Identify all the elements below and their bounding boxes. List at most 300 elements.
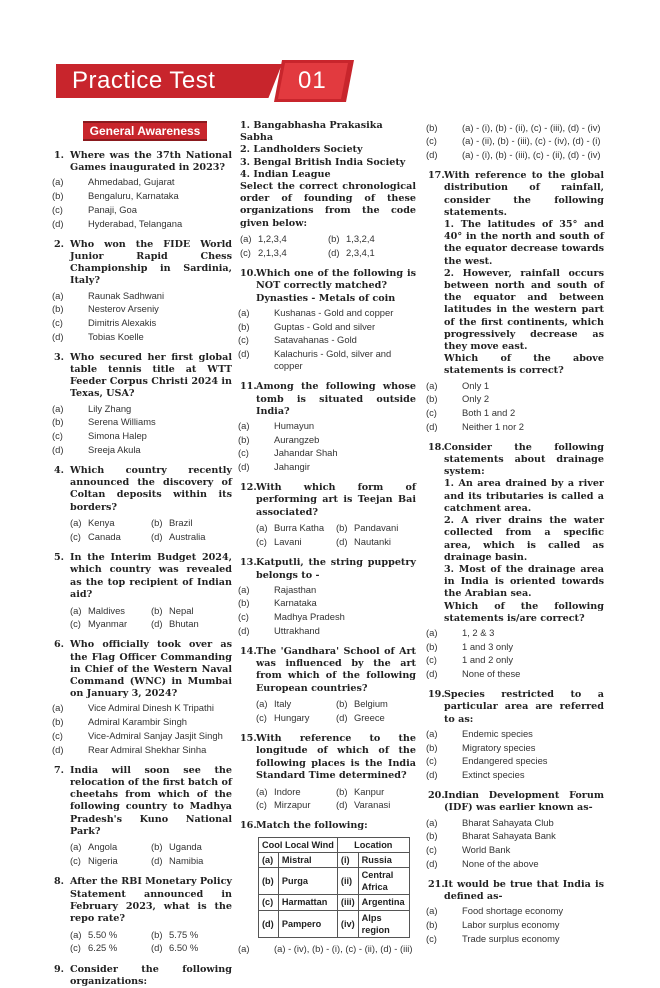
option[interactable] bbox=[151, 855, 232, 867]
option-text: Food shortage economy bbox=[462, 905, 564, 917]
column-3 bbox=[428, 120, 604, 945]
option-text: Tobias Koelle bbox=[88, 330, 144, 342]
option-text: Jahandar Shah bbox=[274, 447, 338, 459]
option[interactable] bbox=[52, 330, 232, 343]
question-text: Who officially took over as the Flag Officer Commanding in Chief of the Western Naval Command (WNC) in Mumbai on January 3, 2024? bbox=[70, 639, 232, 700]
option-letter: (c) bbox=[426, 932, 437, 944]
option-text: Endangered species bbox=[462, 755, 548, 767]
options bbox=[256, 521, 416, 548]
option[interactable] bbox=[151, 531, 232, 543]
question-number: 8. bbox=[54, 876, 65, 888]
option[interactable] bbox=[238, 433, 416, 446]
option-letter: (d) bbox=[238, 624, 250, 636]
option[interactable] bbox=[238, 611, 416, 623]
option-text: Satavahanas - Gold bbox=[274, 334, 357, 346]
option-letter: (a) bbox=[52, 702, 64, 714]
q16-option-a[interactable]: (a) (a) - (iv), (b) - (i), (c) - (ii), (d) - (iii) bbox=[238, 943, 413, 955]
option[interactable] bbox=[336, 522, 416, 534]
option[interactable]: (c) (a) - (ii), (b) - (iii), (c) - (iv), (d) - (i) bbox=[426, 135, 601, 147]
question-number: 7. bbox=[54, 764, 65, 776]
match-row: (b) Purga (ii) Central Africa bbox=[259, 868, 410, 895]
question bbox=[428, 442, 604, 680]
option[interactable] bbox=[238, 447, 416, 459]
option-text: Endemic species bbox=[462, 727, 533, 739]
option[interactable] bbox=[52, 190, 232, 202]
option[interactable] bbox=[426, 830, 604, 842]
question-text: Katputli, the string puppetry belongs to - bbox=[256, 557, 416, 581]
option[interactable] bbox=[52, 702, 232, 714]
section-badge-label: General Awareness bbox=[89, 124, 201, 138]
question-text: With reference to the longitude of which of the following places is the India Standard Time determined? bbox=[256, 733, 416, 781]
option[interactable] bbox=[426, 932, 604, 945]
question-number: 13. bbox=[240, 557, 257, 569]
q9-line-3: 3. Bengal British India Society bbox=[240, 156, 406, 168]
question-text: Among the following whose tomb is situated outside India? bbox=[256, 381, 416, 417]
question-number: 6. bbox=[54, 639, 65, 651]
match-table bbox=[258, 837, 410, 938]
option-text: Serena Williams bbox=[88, 416, 156, 428]
option-text: 6.25 % bbox=[88, 942, 118, 954]
options bbox=[426, 816, 604, 870]
option-text: Hyderabad, Telangana bbox=[88, 217, 183, 229]
option-letter: (a) bbox=[426, 727, 438, 739]
option-letter: (a) bbox=[426, 905, 438, 917]
option-letter: (c) bbox=[426, 843, 437, 855]
question-text: Species restricted to a particular area are referred to as: bbox=[444, 689, 604, 725]
option-letter: (c) bbox=[426, 406, 437, 418]
option-letter: (c) bbox=[52, 203, 63, 215]
option-text: Rajasthan bbox=[274, 583, 317, 595]
question-number: 2. bbox=[54, 238, 65, 250]
question-text: It would be true that India is defined as- bbox=[444, 878, 604, 903]
option-letter: (d) bbox=[336, 712, 348, 724]
question-text: Which one of the following is NOT correctly matched? bbox=[256, 268, 416, 292]
option[interactable] bbox=[336, 799, 416, 811]
question-number: 12. bbox=[240, 482, 257, 494]
q9-list bbox=[240, 120, 416, 259]
option[interactable]: (d) (a) - (i), (b) - (iii), (c) - (ii), (d) - (iv) bbox=[426, 148, 601, 160]
option-text: 5.75 % bbox=[169, 928, 199, 940]
option-letter: (d) bbox=[52, 330, 64, 342]
header-title: Practice Test bbox=[72, 67, 216, 94]
option-letter: (b) bbox=[238, 320, 250, 332]
options bbox=[52, 402, 232, 456]
option[interactable] bbox=[426, 768, 604, 781]
statement: 1. The latitudes of 35° and 40° in the north and south of the equator decrease towards the west. bbox=[444, 218, 604, 267]
options bbox=[52, 289, 232, 343]
option[interactable] bbox=[238, 597, 416, 609]
option-text: Raunak Sadhwani bbox=[88, 289, 165, 301]
option[interactable] bbox=[426, 741, 604, 754]
option[interactable] bbox=[238, 461, 416, 473]
question bbox=[240, 733, 416, 811]
question-number: 19. bbox=[428, 689, 445, 701]
match-header-2: Location bbox=[337, 837, 409, 852]
option[interactable] bbox=[238, 419, 416, 432]
question bbox=[54, 765, 232, 868]
option[interactable] bbox=[70, 855, 151, 867]
option-letter: (a) bbox=[256, 785, 268, 797]
option-letter: (a) bbox=[52, 289, 64, 301]
option[interactable] bbox=[238, 624, 416, 637]
question-text: With which form of performing art is Teejan Bai associated? bbox=[256, 482, 416, 518]
option[interactable] bbox=[256, 786, 336, 798]
option-letter: (d) bbox=[426, 857, 438, 869]
option-letter: (a) bbox=[256, 522, 268, 534]
option[interactable] bbox=[52, 217, 232, 230]
question bbox=[428, 790, 604, 870]
question bbox=[240, 646, 416, 724]
option-text: Maldives bbox=[88, 604, 125, 616]
question-number: 5. bbox=[54, 552, 65, 564]
option[interactable] bbox=[426, 668, 604, 680]
column-3-questions bbox=[428, 170, 604, 945]
option-letter: (a) bbox=[426, 626, 438, 638]
options bbox=[70, 840, 232, 867]
option-letter: (c) bbox=[426, 654, 437, 666]
statement: 1. An area drained by a river and its tributaries is called a catchment area. bbox=[444, 478, 604, 514]
option-text: Italy bbox=[274, 698, 292, 710]
option-text: 5.50 % bbox=[88, 928, 118, 940]
option[interactable] bbox=[426, 857, 604, 870]
option[interactable] bbox=[70, 531, 151, 543]
option[interactable] bbox=[70, 841, 151, 853]
option[interactable] bbox=[70, 942, 151, 954]
option-text: Jahangir bbox=[274, 461, 310, 473]
option-letter: (d) bbox=[336, 799, 348, 811]
option-text: Namibia bbox=[169, 855, 204, 867]
option-text: Only 2 bbox=[462, 393, 490, 405]
option-letter: (b) bbox=[426, 830, 438, 842]
option[interactable] bbox=[52, 402, 232, 415]
option-text: Neither 1 nor 2 bbox=[462, 420, 525, 432]
option-letter: (c) bbox=[256, 712, 267, 724]
option[interactable] bbox=[426, 640, 604, 653]
option[interactable] bbox=[256, 698, 336, 710]
option-text: Indore bbox=[274, 785, 301, 797]
option[interactable]: (b) 1,3,2,4 bbox=[328, 233, 375, 245]
option[interactable]: (b) (a) - (i), (b) - (ii), (c) - (iii), (d) - (iv) bbox=[426, 121, 601, 133]
option-text: Mirzapur bbox=[274, 799, 311, 811]
option-text: Nepal bbox=[169, 604, 194, 616]
option[interactable] bbox=[426, 393, 604, 405]
option-letter: (d) bbox=[52, 443, 64, 455]
option-letter: (d) bbox=[151, 855, 163, 867]
option-text: Migratory species bbox=[462, 741, 536, 753]
option-letter: (b) bbox=[151, 928, 163, 940]
option-text: Rear Admiral Shekhar Sinha bbox=[88, 743, 207, 755]
option[interactable] bbox=[70, 605, 151, 617]
option-text: Extinct species bbox=[462, 768, 525, 780]
option-text: Vice Admiral Dinesh K Tripathi bbox=[88, 702, 214, 714]
option-text: Admiral Karambir Singh bbox=[88, 716, 187, 728]
option[interactable] bbox=[238, 320, 416, 333]
option-text: Kanpur bbox=[354, 785, 385, 797]
option-letter: (c) bbox=[52, 430, 63, 442]
option[interactable] bbox=[256, 536, 336, 548]
statement: 2. A river drains the water collected from a specific area, which is called as drainage basin. bbox=[444, 515, 604, 563]
option-text: Sreeja Akula bbox=[88, 443, 141, 455]
option[interactable] bbox=[151, 929, 232, 941]
option-text: Brazil bbox=[169, 517, 193, 529]
header-number: 01 bbox=[298, 67, 327, 94]
option-text: Bharat Sahayata Bank bbox=[462, 830, 556, 842]
options bbox=[52, 702, 232, 755]
statement: Which of the following statements is/are correct? bbox=[444, 600, 604, 624]
question bbox=[428, 879, 604, 945]
option-text: Nigeria bbox=[88, 855, 118, 867]
question-text: Who won the FIDE World Junior Rapid Chess Championship in Sardinia, Italy? bbox=[70, 238, 232, 287]
option[interactable] bbox=[426, 420, 604, 433]
option-letter: (c) bbox=[256, 799, 267, 811]
option[interactable] bbox=[52, 316, 232, 329]
option-text: Only 1 bbox=[462, 379, 490, 391]
question bbox=[428, 170, 604, 433]
question bbox=[54, 150, 232, 230]
question-number: 18. bbox=[428, 441, 445, 453]
option[interactable] bbox=[256, 522, 336, 534]
option-letter: (b) bbox=[238, 433, 250, 445]
option[interactable] bbox=[70, 618, 151, 630]
option-text: Uganda bbox=[169, 841, 202, 853]
option-text: Lavani bbox=[274, 536, 302, 548]
option-letter: (b) bbox=[238, 597, 250, 609]
option[interactable] bbox=[52, 716, 232, 728]
option-letter: (c) bbox=[70, 530, 81, 542]
option-text: Varanasi bbox=[354, 799, 391, 811]
option-text: Lily Zhang bbox=[88, 402, 132, 414]
option-letter: (d) bbox=[151, 530, 163, 542]
option[interactable] bbox=[52, 176, 232, 188]
option-letter: (a) bbox=[70, 928, 82, 940]
practice-test-header bbox=[56, 64, 356, 98]
option[interactable] bbox=[426, 816, 604, 829]
q9-options bbox=[240, 232, 416, 259]
option[interactable] bbox=[256, 799, 336, 811]
question-text: After the RBI Monetary Policy Statement announced in February 2023, what is the repo rate? bbox=[70, 876, 232, 924]
option-letter: (a) bbox=[70, 517, 82, 529]
option[interactable] bbox=[426, 755, 604, 767]
option[interactable] bbox=[238, 583, 416, 596]
option-letter: (c) bbox=[238, 611, 249, 623]
options bbox=[70, 603, 232, 630]
option-letter: (c) bbox=[70, 855, 81, 867]
option-letter: (d) bbox=[52, 743, 64, 755]
section-badge bbox=[83, 121, 207, 141]
option-text: Kenya bbox=[88, 517, 115, 529]
option[interactable] bbox=[238, 334, 416, 346]
question bbox=[54, 239, 232, 343]
option-letter: (b) bbox=[426, 918, 438, 930]
question bbox=[428, 689, 604, 781]
option[interactable] bbox=[426, 406, 604, 419]
option-text: Bhutan bbox=[169, 618, 199, 630]
option[interactable]: (c) 2,1,3,4 bbox=[240, 247, 287, 259]
option-text: Belgium bbox=[354, 698, 388, 710]
question bbox=[240, 557, 416, 637]
option[interactable] bbox=[426, 918, 604, 931]
option[interactable] bbox=[238, 306, 416, 319]
question bbox=[54, 352, 232, 456]
option[interactable] bbox=[52, 289, 232, 302]
option-text: Ahmedabad, Gujarat bbox=[88, 176, 175, 188]
option[interactable] bbox=[151, 942, 232, 954]
option[interactable] bbox=[256, 712, 336, 724]
question bbox=[54, 639, 232, 755]
option[interactable] bbox=[70, 929, 151, 941]
option-text: Kalachuris - Gold, silver and copper bbox=[274, 347, 392, 372]
question-number: 15. bbox=[240, 733, 257, 745]
question bbox=[240, 381, 416, 473]
q16-options-continued bbox=[426, 121, 604, 162]
option[interactable] bbox=[52, 729, 232, 742]
option[interactable] bbox=[336, 786, 416, 798]
option[interactable] bbox=[238, 347, 416, 372]
option-letter: (d) bbox=[151, 618, 163, 630]
option-letter: (d) bbox=[426, 420, 438, 432]
question-text: Which country recently announced the discovery of Coltan deposits within its borders? bbox=[70, 464, 232, 513]
options bbox=[256, 697, 416, 724]
option[interactable] bbox=[52, 430, 232, 442]
option-letter: (b) bbox=[426, 393, 438, 405]
option-text: Nesterov Arseniy bbox=[88, 303, 159, 315]
option[interactable] bbox=[52, 743, 232, 756]
column-2 bbox=[240, 120, 416, 955]
option[interactable]: (d) 2,3,4,1 bbox=[328, 247, 375, 259]
question-text: Consider the following organizations: bbox=[70, 963, 232, 987]
question bbox=[54, 465, 232, 543]
option[interactable] bbox=[52, 443, 232, 456]
option-text: Hungary bbox=[274, 712, 310, 724]
question-text: In the Interim Budget 2024, which country was revealed as the top recipient of Indian aid? bbox=[70, 552, 232, 600]
question-number: 1. bbox=[54, 150, 65, 161]
option-text: Bharat Sahayata Club bbox=[462, 816, 554, 828]
q9-instruction: Select the correct chronological order of founding of these organizations from the code given below: bbox=[240, 181, 416, 229]
option-text: Pandavani bbox=[354, 522, 399, 534]
option-letter: (b) bbox=[336, 522, 348, 534]
option[interactable] bbox=[151, 517, 232, 529]
q9-line-2: 2. Landholders Society bbox=[240, 144, 363, 156]
option-text: Greece bbox=[354, 712, 385, 724]
option-text: Panaji, Goa bbox=[88, 203, 137, 215]
question-number: 3. bbox=[54, 351, 65, 363]
options bbox=[426, 379, 604, 433]
option-letter: (b) bbox=[52, 416, 64, 428]
option-letter: (a) bbox=[70, 841, 82, 853]
option-letter: (a) bbox=[238, 419, 250, 431]
q9-line-4: 4. Indian League bbox=[240, 168, 331, 180]
option-text: Both 1 and 2 bbox=[462, 406, 516, 418]
option-letter: (b) bbox=[151, 841, 163, 853]
options bbox=[238, 306, 416, 373]
option[interactable] bbox=[426, 654, 604, 666]
option[interactable] bbox=[70, 517, 151, 529]
option-text: Burra Katha bbox=[274, 522, 325, 534]
option[interactable] bbox=[52, 416, 232, 428]
option-letter: (c) bbox=[70, 618, 81, 630]
option-letter: (c) bbox=[238, 447, 249, 459]
option[interactable]: (a) 1,2,3,4 bbox=[240, 233, 287, 245]
question-number: 9. bbox=[54, 963, 65, 975]
option-text: Dimitris Alexakis bbox=[88, 316, 157, 328]
question-number: 21. bbox=[428, 878, 445, 890]
question-number: 16. bbox=[240, 820, 257, 832]
question-subtitle: Dynasties - Metals of coin bbox=[256, 292, 396, 304]
question-text: With reference to the global distribution of rainfall, consider the following statements. bbox=[444, 170, 604, 218]
option-letter: (a) bbox=[238, 306, 250, 318]
option-letter: (b) bbox=[52, 716, 64, 728]
option[interactable] bbox=[336, 536, 416, 548]
option-letter: (b) bbox=[426, 640, 438, 652]
option-text: Bengaluru, Karnataka bbox=[88, 190, 179, 202]
option-letter: (d) bbox=[426, 668, 438, 680]
options bbox=[256, 784, 416, 811]
option[interactable] bbox=[426, 379, 604, 392]
option-text: Guptas - Gold and silver bbox=[274, 320, 376, 332]
option-letter: (b) bbox=[336, 698, 348, 710]
match-row: (a) Mistral (i) Russia bbox=[259, 852, 410, 867]
match-header-1: Cool Local Wind bbox=[259, 837, 338, 852]
option-text: Aurangzeb bbox=[274, 433, 320, 445]
option-letter: (c) bbox=[70, 942, 81, 954]
column-1 bbox=[54, 150, 232, 988]
question-text: The 'Gandhara' School of Art was influenced by the art from which of the following European countries? bbox=[256, 646, 416, 694]
option[interactable] bbox=[151, 605, 232, 617]
match-row: (c) Harmattan (iii) Argentina bbox=[259, 895, 410, 910]
option[interactable] bbox=[336, 712, 416, 724]
option-letter: (a) bbox=[256, 698, 268, 710]
question bbox=[54, 964, 232, 988]
option-text: Humayun bbox=[274, 419, 315, 431]
option-letter: (b) bbox=[336, 785, 348, 797]
option[interactable] bbox=[336, 698, 416, 710]
option-letter: (d) bbox=[426, 768, 438, 780]
option[interactable] bbox=[52, 303, 232, 315]
option[interactable] bbox=[151, 618, 232, 630]
question-text: Who secured her first global table tennis title at WTT Feeder Corpus Christi 2024 in Texas, USA? bbox=[70, 351, 233, 400]
option-letter: (d) bbox=[336, 536, 348, 548]
option[interactable] bbox=[426, 843, 604, 856]
option-letter: (c) bbox=[238, 334, 249, 346]
question-number: 4. bbox=[54, 464, 65, 476]
option[interactable] bbox=[52, 203, 232, 216]
option-text: None of the above bbox=[462, 857, 539, 869]
option-letter: (b) bbox=[52, 190, 64, 202]
option-letter: (a) bbox=[52, 176, 64, 188]
option-text: Karnataka bbox=[274, 597, 317, 609]
q9-line-1: 1. Bangabhasha Prakasika Sabha bbox=[240, 120, 383, 144]
option-text: Nautanki bbox=[354, 536, 392, 548]
question-number: 17. bbox=[428, 170, 445, 182]
question-text: Consider the following statements about drainage system: bbox=[444, 441, 604, 478]
option-text: Trade surplus economy bbox=[462, 932, 560, 944]
question bbox=[240, 482, 416, 548]
question-number: 10. bbox=[240, 268, 257, 280]
options bbox=[238, 419, 416, 473]
question bbox=[240, 268, 416, 372]
option[interactable] bbox=[151, 841, 232, 853]
option-letter: (b) bbox=[151, 517, 163, 529]
option-text: Madhya Pradesh bbox=[274, 611, 345, 623]
option[interactable] bbox=[426, 727, 604, 740]
option-text: Australia bbox=[169, 530, 206, 542]
option[interactable] bbox=[426, 905, 604, 917]
option-text: Labor surplus economy bbox=[462, 918, 560, 930]
option[interactable] bbox=[426, 626, 604, 639]
question-text: Match the following: bbox=[256, 820, 368, 832]
question-number: 11. bbox=[240, 381, 257, 393]
options bbox=[70, 927, 232, 954]
